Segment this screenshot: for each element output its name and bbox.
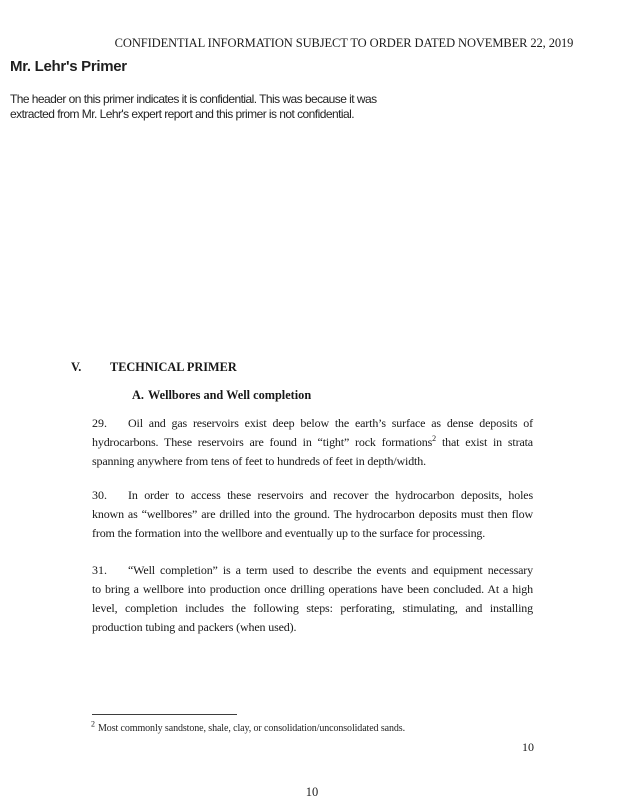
annotation-paragraph: [10, 92, 377, 122]
page-title: Mr. Lehr's Primer: [10, 58, 127, 75]
paragraph-line: spanning anywhere from tens of feet to hundreds of feet in depth/width.: [92, 454, 426, 468]
paragraph-line: known as “wellbores” are drilled into the ground. The hydrocarbon deposits must then flow: [92, 507, 533, 521]
paragraph-line: hydrocarbons. These reservoirs are found in “tight” rock formations$^2$ that exist in strata: [92, 434, 533, 449]
section-number: V.: [71, 360, 82, 374]
paragraph-line: production tubing and packers (when used).: [92, 620, 297, 634]
paragraph-31: [92, 561, 533, 637]
annotation-line: extracted from Mr. Lehr's expert report and this primer is not confidential.: [10, 107, 354, 121]
subsection-title: Wellbores and Well completion: [148, 388, 312, 402]
footnote-separator: [92, 714, 237, 715]
paragraph-number: 30.: [92, 488, 107, 502]
paragraph-number: 31.: [92, 563, 107, 577]
subsection-heading: [132, 386, 311, 405]
paragraph-line: to bring a wellbore into production once drilling operations have been concluded. At a high: [92, 582, 533, 596]
paragraph-line: level, completion includes the following steps: perforating, stimulating, and installing: [92, 601, 533, 615]
paragraph-29: [92, 414, 533, 471]
paragraph-line: from the formation into the wellbore and eventually up to the surface for processing.: [92, 526, 486, 540]
paragraph-30: [92, 486, 533, 543]
paragraph-line: 31. “Well completion” is a term used to describe the events and equipment necessary: [92, 561, 533, 580]
footnote-text: Most commonly sandstone, shale, clay, or consolidation/unconsolidated sands.: [98, 723, 405, 734]
footnote-marker: 2: [91, 719, 95, 729]
paragraph-line: 29. Oil and gas reservoirs exist deep below the earth’s surface as dense deposits of: [92, 414, 533, 433]
page-number-outer: 10: [305, 785, 319, 799]
footnote-reference-2: 2: [432, 434, 437, 443]
section-title: TECHNICAL PRIMER: [110, 360, 237, 374]
footnote: [91, 719, 405, 736]
section-heading: [71, 358, 237, 377]
subsection-label: A.: [132, 388, 144, 402]
paragraph-number: 29.: [92, 416, 107, 430]
page-number-inner: 10: [522, 740, 534, 754]
annotation-line: The header on this primer indicates it is confidential. This was because it was: [10, 92, 377, 106]
confidential-header: CONFIDENTIAL INFORMATION SUBJECT TO ORDER DATED NOVEMBER 22, 2019: [114, 36, 574, 50]
paragraph-line: 30. In order to access these reservoirs and recover the hydrocarbon deposits, holes: [92, 486, 533, 505]
